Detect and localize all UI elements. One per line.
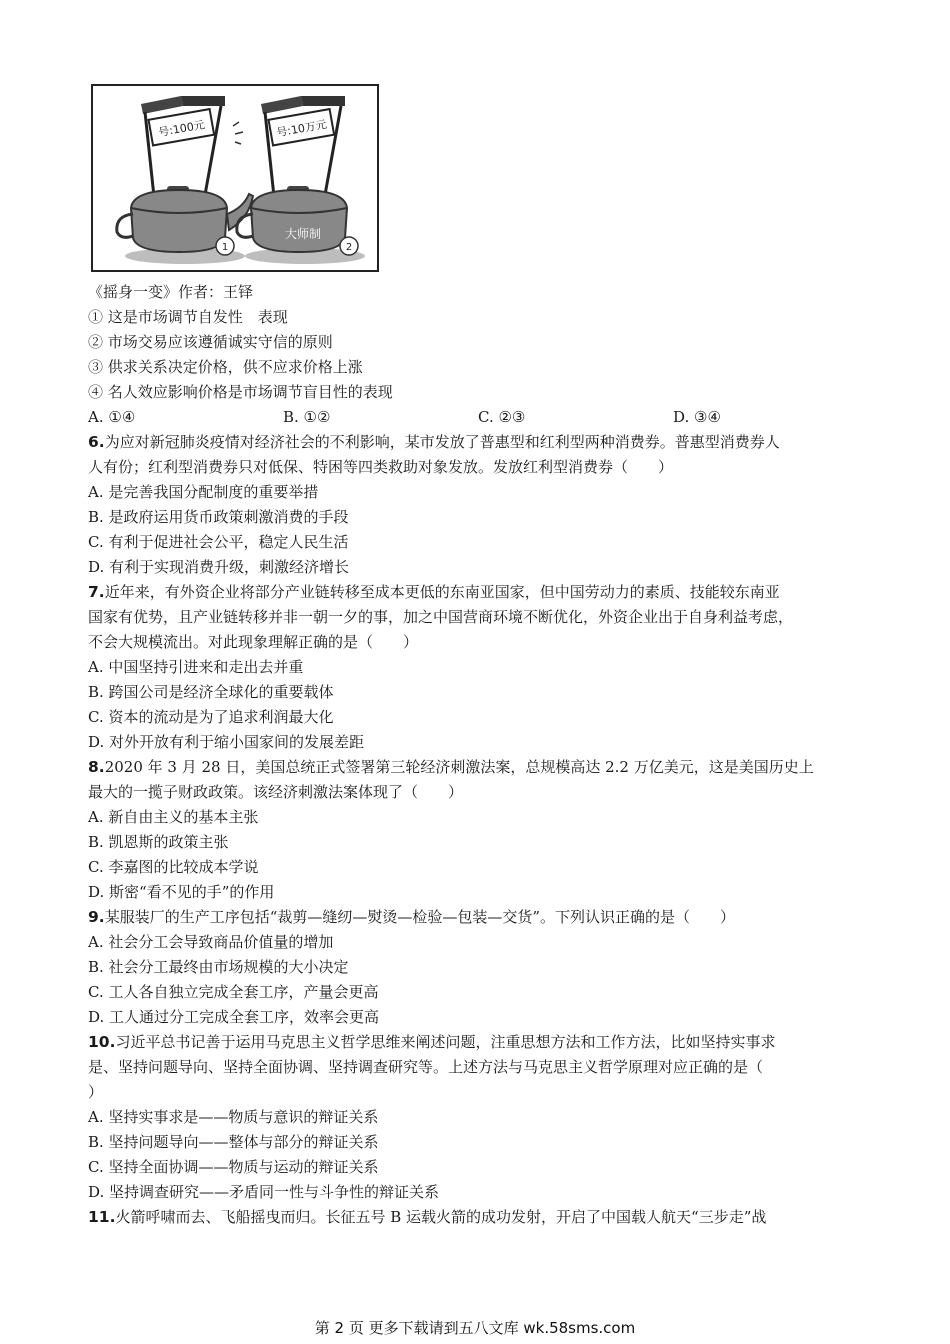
option-b: B. 是政府运用货币政策刺激消费的手段 — [88, 508, 349, 526]
brand-mark: 大师制 — [284, 227, 322, 241]
option-a: A. 是完善我国分配制度的重要举措 — [88, 483, 319, 501]
option-b: B. 坚持问题导向——整体与部分的辩证关系 — [88, 1133, 379, 1151]
option-d: D. 坚持调查研究——矛盾同一性与斗争性的辩证关系 — [88, 1183, 440, 1201]
option-d: D. 工人通过分工完成全套工序，效率会更高 — [88, 1008, 380, 1026]
option-d: D. 斯密“看不见的手”的作用 — [88, 883, 275, 901]
question-text: 国家有优势，且产业链转移并非一朝一夕的事，加之中国营商环境不断优化，外资企业出于自身利益考虑， — [88, 608, 794, 626]
question-text: 为应对新冠肺炎疫情对经济社会的不利影响，某市发放了普惠型和红利型两种消费券。普惠型消费券人 — [104, 433, 780, 451]
question-text: 习近平总书记善于运用马克思主义哲学思维来阐述问题，注重思想方法和工作方法，比如坚持实事求 — [115, 1033, 776, 1051]
question-text: 人有份；红利型消费券只对低保、特困等四类救助对象发放。发放红利型消费券（ ） — [88, 458, 674, 476]
option-d: D. 对外开放有利于缩小国家间的发展差距 — [88, 733, 365, 751]
statement-1: ① 这是市场调节自发性 表现 — [88, 308, 288, 326]
price-tag-1: 号:100元 — [157, 118, 206, 140]
question-10 — [88, 1030, 868, 1205]
question-11 — [88, 1205, 868, 1230]
option-b: B. 社会分工最终由市场规模的大小决定 — [88, 958, 349, 976]
question-6 — [88, 430, 868, 580]
q5-option-c: C. ②③ — [478, 408, 526, 426]
option-b: B. 凯恩斯的政策主张 — [88, 833, 229, 851]
statement-4: ④ 名人效应影响价格是市场调节盲目性的表现 — [88, 383, 393, 401]
option-c: C. 李嘉图的比较成本学说 — [88, 858, 259, 876]
option-a: A. 社会分工会导致商品价值量的增加 — [88, 933, 334, 951]
q5-option-d: D. ③④ — [673, 408, 721, 426]
q5-option-a: A. ①④ — [88, 408, 136, 426]
question-7 — [88, 580, 868, 755]
question-number: 9. — [88, 908, 105, 926]
price-tag-2: 号:10万元 — [275, 117, 328, 140]
cartoon-caption: 《摇身一变》作者：王铎 — [88, 283, 254, 301]
option-a: A. 坚持实事求是——物质与意识的辩证关系 — [88, 1108, 379, 1126]
question-text: 近年来，有外资企业将部分产业链转移至成本更低的东南亚国家，但中国劳动力的素质、技能较东南亚 — [104, 583, 780, 601]
option-c: C. 资本的流动是为了追求利润最大化 — [88, 708, 334, 726]
page-footer: 第 2 页 更多下载请到五八文库 wk.58sms.com — [314, 1319, 636, 1337]
statement-3: ③ 供求关系决定价格，供不应求价格上涨 — [88, 358, 363, 376]
teapot-cartoon — [93, 86, 377, 270]
question-9 — [88, 905, 868, 1030]
question-number: 10. — [88, 1033, 116, 1051]
option-d: D. 有利于实现消费升级，刺激经济增长 — [88, 558, 350, 576]
option-c: C. 有利于促进社会公平，稳定人民生活 — [88, 533, 349, 551]
question-text: 不会大规模流出。对此现象理解正确的是（ ） — [88, 633, 419, 651]
option-a: A. 中国坚持引进来和走出去并重 — [88, 658, 304, 676]
option-c: C. 坚持全面协调——物质与运动的辩证关系 — [88, 1158, 379, 1176]
question-text: 某服装厂的生产工序包括“裁剪—缝纫—熨烫—检验—包装—交货”。下列认识正确的是（ ） — [104, 908, 736, 926]
page-content — [88, 280, 868, 1230]
option-c: C. 工人各自独立完成全套工序，产量会更高 — [88, 983, 379, 1001]
question-number: 11. — [88, 1208, 116, 1226]
question-text: 最大的一揽子财政政策。该经济刺激法案体现了（ ） — [88, 783, 464, 801]
option-b: B. 跨国公司是经济全球化的重要载体 — [88, 683, 334, 701]
teapot-1-number: 1 — [221, 242, 229, 253]
cartoon-illustration — [91, 84, 379, 272]
teapot-2-number: 2 — [345, 242, 353, 253]
question-number: 8. — [88, 758, 105, 776]
question-number: 7. — [88, 583, 105, 601]
q5-option-b: B. ①② — [283, 408, 331, 426]
question-text: 火箭呼啸而去、飞船摇曳而归。长征五号 B 运载火箭的成功发射，开启了中国载人航天“三步走”战 — [115, 1208, 767, 1226]
q5-options — [88, 405, 868, 430]
option-a: A. 新自由主义的基本主张 — [88, 808, 259, 826]
question-8 — [88, 755, 868, 905]
question-number: 6. — [88, 433, 105, 451]
question-text: 是、坚持问题导向、坚持全面协调、坚持调查研究等。上述方法与马克思主义哲学原理对应正确的是（ — [88, 1058, 764, 1076]
question-text: 2020 年 3 月 28 日，美国总统正式签署第三轮经济刺激法案，总规模高达 2.2 万亿美元，这是美国历史上 — [104, 758, 814, 776]
statement-2: ② 市场交易应该遵循诚实守信的原则 — [88, 333, 333, 351]
question-text: ） — [88, 1083, 104, 1101]
